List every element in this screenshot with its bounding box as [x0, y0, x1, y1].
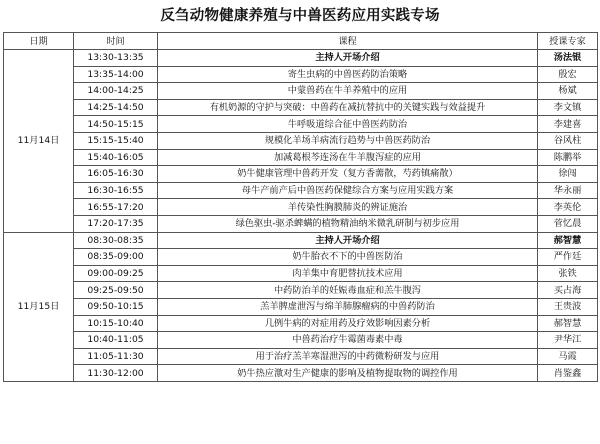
table-row — [4, 215, 598, 232]
course-cell: 中兽药治疗牛霉菌毒素中毒 — [158, 332, 538, 349]
table-row — [4, 182, 598, 199]
course-cell: 羊传染性胸膜肺炎的辨证施治 — [158, 199, 538, 216]
expert-cell: 买占海 — [538, 282, 598, 299]
time-cell: 09:25-09:50 — [74, 282, 158, 299]
table-row — [4, 116, 598, 133]
table-row — [4, 99, 598, 116]
expert-cell: 陈鹏举 — [538, 149, 598, 166]
header-date: 日期 — [4, 33, 74, 50]
expert-cell: 杨斌 — [538, 83, 598, 100]
table-row — [4, 83, 598, 100]
expert-cell: 马霞 — [538, 348, 598, 365]
table-row — [4, 249, 598, 266]
time-cell: 14:50-15:15 — [74, 116, 158, 133]
time-cell: 14:25-14:50 — [74, 99, 158, 116]
header-expert: 授课专家 — [538, 33, 598, 50]
expert-cell: 张铁 — [538, 265, 598, 282]
course-cell: 主持人开场介绍 — [158, 232, 538, 249]
schedule-table — [3, 32, 598, 382]
time-cell: 09:50-10:15 — [74, 298, 158, 315]
expert-cell: 菅忆晨 — [538, 215, 598, 232]
course-cell: 有机奶源的守护与突破：中兽药在减抗替抗中的关键实践与效益提升 — [158, 99, 538, 116]
time-cell: 09:00-09:25 — [74, 265, 158, 282]
time-cell: 10:40-11:05 — [74, 332, 158, 349]
course-cell: 肉羊集中育肥替抗技术应用 — [158, 265, 538, 282]
date-cell: 11月15日 — [4, 232, 74, 381]
time-cell: 11:30-12:00 — [74, 365, 158, 382]
expert-cell: 徐闯 — [538, 166, 598, 183]
course-cell: 几例牛病的对症用药及疗效影响因素分析 — [158, 315, 538, 332]
course-cell: 母牛产前产后中兽医药保健综合方案与应用实践方案 — [158, 182, 538, 199]
expert-cell: 殷宏 — [538, 66, 598, 83]
course-cell: 绿色驱虫-驱杀蜱螨的植物精油纳米微乳研制与初步应用 — [158, 215, 538, 232]
time-cell: 14:00-14:25 — [74, 83, 158, 100]
expert-cell: 华永丽 — [538, 182, 598, 199]
time-cell: 16:05-16:30 — [74, 166, 158, 183]
table-row — [4, 50, 598, 67]
expert-cell: 汤法银 — [538, 50, 598, 67]
expert-cell: 严作廷 — [538, 249, 598, 266]
course-cell: 加减葛根芩连汤在牛羊腹泻症的应用 — [158, 149, 538, 166]
header-row — [4, 33, 598, 50]
table-row — [4, 265, 598, 282]
course-cell: 奶牛胎衣不下的中兽医防治 — [158, 249, 538, 266]
table-row — [4, 282, 598, 299]
course-cell: 羔羊脾虚泄泻与绵羊肺腺瘤病的中兽药防治 — [158, 298, 538, 315]
course-cell: 奶牛热应激对生产健康的影响及植物提取物的调控作用 — [158, 365, 538, 382]
time-cell: 13:35-14:00 — [74, 66, 158, 83]
time-cell: 10:15-10:40 — [74, 315, 158, 332]
expert-cell: 谷风柱 — [538, 132, 598, 149]
time-cell: 15:40-16:05 — [74, 149, 158, 166]
course-cell: 主持人开场介绍 — [158, 50, 538, 67]
time-cell: 08:35-09:00 — [74, 249, 158, 266]
course-cell: 中药防治羊的妊娠毒血症和羔牛腹泻 — [158, 282, 538, 299]
expert-cell: 郝智慧 — [538, 232, 598, 249]
table-row — [4, 132, 598, 149]
header-time: 时间 — [74, 33, 158, 50]
time-cell: 15:15-15:40 — [74, 132, 158, 149]
time-cell: 17:20-17:35 — [74, 215, 158, 232]
time-cell: 16:30-16:55 — [74, 182, 158, 199]
expert-cell: 郝智慧 — [538, 315, 598, 332]
page-title: 反刍动物健康养殖与中兽医药应用实践专场 — [160, 8, 440, 24]
table-row — [4, 298, 598, 315]
course-cell: 牛呼吸道综合征中兽医药防治 — [158, 116, 538, 133]
table-row — [4, 66, 598, 83]
expert-cell: 尹华江 — [538, 332, 598, 349]
time-cell: 08:30-08:35 — [74, 232, 158, 249]
expert-cell: 肖鉴鑫 — [538, 365, 598, 382]
table-row — [4, 315, 598, 332]
header-course: 课程 — [158, 33, 538, 50]
schedule-body — [4, 50, 598, 382]
table-row — [4, 149, 598, 166]
expert-cell: 李文镇 — [538, 99, 598, 116]
date-cell: 11月14日 — [4, 50, 74, 233]
course-cell: 中蒙兽药在牛羊养殖中的应用 — [158, 83, 538, 100]
expert-cell: 王贵波 — [538, 298, 598, 315]
time-cell: 16:55-17:20 — [74, 199, 158, 216]
table-row — [4, 332, 598, 349]
expert-cell: 李英伦 — [538, 199, 598, 216]
table-row — [4, 348, 598, 365]
course-cell: 奶牛健康管理中兽药开发（复方香薷散，芍药镇痛散） — [158, 166, 538, 183]
table-row — [4, 199, 598, 216]
course-cell: 寄生虫病的中兽医药防治策略 — [158, 66, 538, 83]
course-cell: 用于治疗羔羊寒湿泄泻的中药微粉研发与应用 — [158, 348, 538, 365]
expert-cell: 李建喜 — [538, 116, 598, 133]
course-cell: 规模化羊场羊病流行趋势与中兽医药防治 — [158, 132, 538, 149]
table-row — [4, 166, 598, 183]
time-cell: 13:30-13:35 — [74, 50, 158, 67]
table-row — [4, 365, 598, 382]
table-row — [4, 232, 598, 249]
time-cell: 11:05-11:30 — [74, 348, 158, 365]
